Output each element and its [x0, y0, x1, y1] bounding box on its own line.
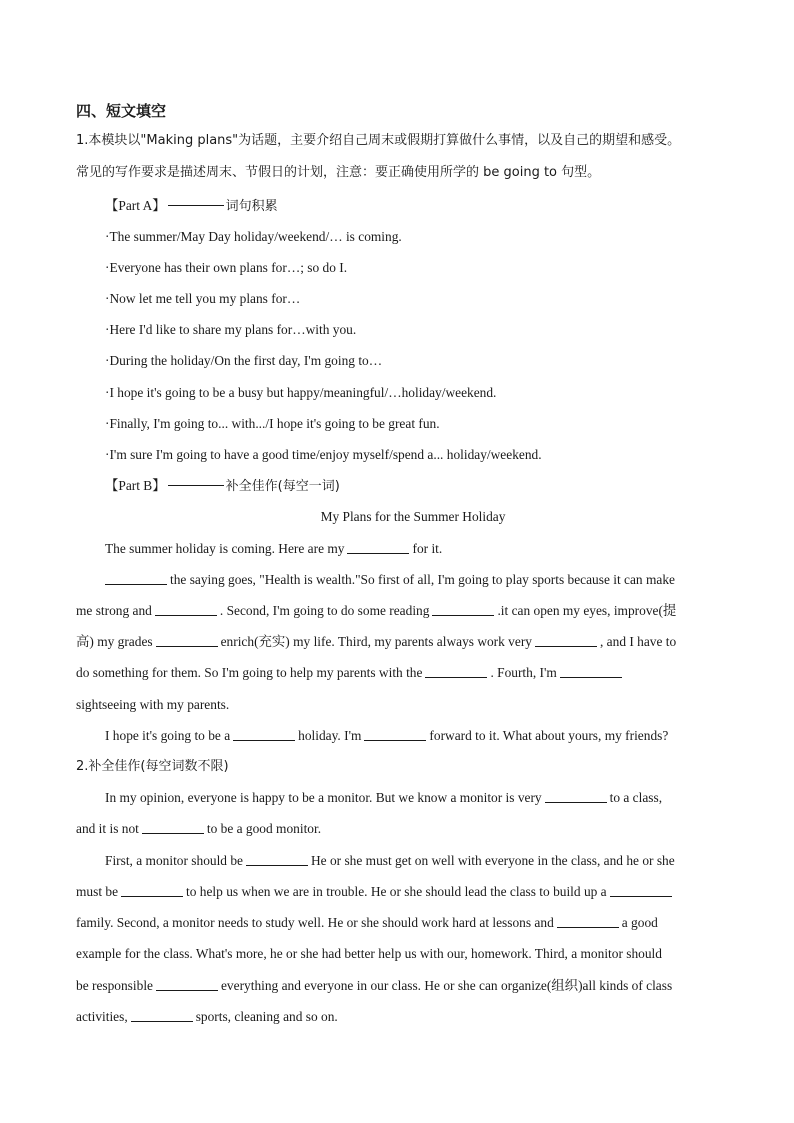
- essay-p2-line4: [76, 663, 625, 683]
- q2-line4: [76, 882, 675, 902]
- text-segment: forward to it. What about yours, my friends?: [429, 728, 669, 743]
- part-a-dash: [168, 205, 224, 206]
- fill-blank[interactable]: [560, 665, 622, 678]
- text-segment: do something for them. So I'm going to help my parents with the: [76, 665, 423, 680]
- phrase-item: ·I hope it's going to be a busy but happy/meaningful/…holiday/weekend.: [105, 385, 497, 400]
- text-segment: . Second, I'm going to do some reading: [219, 603, 430, 618]
- fill-blank[interactable]: [131, 1009, 193, 1022]
- phrase-item: ·The summer/May Day holiday/weekend/… is coming.: [105, 229, 402, 244]
- fill-blank[interactable]: [155, 603, 217, 616]
- essay-p2-line1: [105, 570, 675, 590]
- text-segment: In my opinion, everyone is happy to be a monitor. But we know a monitor is very: [105, 790, 542, 805]
- phrase-item: ·During the holiday/On the first day, I'm going to…: [105, 353, 383, 368]
- essay-p2-line3: [76, 632, 676, 652]
- section-heading: 四、短文填空: [76, 102, 167, 120]
- essay-p3: [105, 726, 668, 746]
- fill-blank[interactable]: [364, 728, 426, 741]
- q1-intro-line2: 常见的写作要求是描述周末、节假日的计划，注意：要正确使用所学的 be going to 句型。: [76, 165, 601, 180]
- essay-p2-line5: sightseeing with my parents.: [76, 697, 230, 712]
- fill-blank[interactable]: [246, 853, 308, 866]
- phrase-item: ·Here I'd like to share my plans for…with you.: [105, 322, 357, 337]
- text-segment: sports, cleaning and so on.: [195, 1009, 338, 1024]
- text-segment: be responsible: [76, 978, 153, 993]
- text-segment: I hope it's going to be a: [105, 728, 231, 743]
- text-segment: to be a good monitor.: [206, 821, 322, 836]
- fill-blank[interactable]: [535, 634, 597, 647]
- text-segment: activities,: [76, 1009, 128, 1024]
- phrase-item: ·Now let me tell you my plans for…: [105, 291, 301, 306]
- fill-blank[interactable]: [425, 665, 487, 678]
- q2-heading: 2.补全佳作(每空词数不限): [76, 759, 229, 774]
- q2-line1: [105, 788, 662, 808]
- part-b-header: [105, 476, 340, 497]
- text-segment: everything and everyone in our class. He or she can organize(组织)all kinds of class: [220, 978, 673, 993]
- phrase-item: ·I'm sure I'm going to have a good time/enjoy myself/spend a... holiday/weekend.: [105, 447, 542, 462]
- phrase-item: ·Everyone has their own plans for…; so do I.: [105, 260, 348, 275]
- part-b-label: 【Part B】: [105, 478, 166, 493]
- essay-title: My Plans for the Summer Holiday: [320, 509, 506, 524]
- essay-p2-line2: [76, 601, 676, 621]
- part-a-title: 词句积累: [225, 199, 278, 214]
- part-b-dash: [168, 485, 224, 486]
- q2-line8: [76, 1007, 338, 1027]
- text-segment: First, a monitor should be: [105, 853, 243, 868]
- text-segment: He or she must get on well with everyone in the class, and he or she: [311, 853, 675, 868]
- text-segment: me strong and: [76, 603, 152, 618]
- text-segment: to help us when we are in trouble. He or she should lead the class to build up a: [186, 884, 607, 899]
- fill-blank[interactable]: [156, 634, 218, 647]
- fill-blank[interactable]: [545, 790, 607, 803]
- fill-blank[interactable]: [610, 884, 672, 897]
- text-segment: enrich(充实) my life. Third, my parents always work very: [220, 634, 532, 649]
- part-a-label: 【Part A】: [105, 198, 166, 213]
- text-segment: .it can open my eyes, improve(提: [497, 603, 677, 618]
- q2-line5: [76, 913, 658, 933]
- text-segment: 高) my grades: [76, 634, 153, 649]
- part-b-title: 补全佳作(每空一词): [225, 479, 340, 494]
- part-a-header: [105, 196, 278, 217]
- text-segment: The summer holiday is coming. Here are my: [105, 541, 345, 556]
- text-segment: to a class,: [609, 790, 663, 805]
- fill-blank[interactable]: [121, 884, 183, 897]
- fill-blank[interactable]: [347, 541, 409, 554]
- text-segment: a good: [621, 915, 658, 930]
- fill-blank[interactable]: [142, 821, 204, 834]
- q2-line3: [105, 851, 675, 871]
- essay-p1: [105, 539, 442, 559]
- fill-blank[interactable]: [156, 978, 218, 991]
- text-segment: . Fourth, I'm: [490, 665, 557, 680]
- text-segment: family. Second, a monitor needs to study well. He or she should work hard at lessons and: [76, 915, 554, 930]
- q1-intro-line1: 1.本模块以"Making plans"为话题，主要介绍自己周末或假期打算做什么事情，以及自己的期望和感受。: [76, 133, 681, 148]
- text-segment: and it is not: [76, 821, 139, 836]
- q2-line6: example for the class. What's more, he or she had better help us with our, homework. Third, a monitor should: [76, 946, 662, 961]
- fill-blank[interactable]: [432, 603, 494, 616]
- text-segment: , and I have to: [599, 634, 677, 649]
- phrase-item: ·Finally, I'm going to... with.../I hope it's going to be great fun.: [105, 416, 440, 431]
- text-segment: must be: [76, 884, 119, 899]
- fill-blank[interactable]: [233, 728, 295, 741]
- q2-line2: [76, 819, 321, 839]
- text-segment: holiday. I'm: [298, 728, 362, 743]
- text-segment: for it.: [412, 541, 443, 556]
- fill-blank[interactable]: [557, 915, 619, 928]
- fill-blank[interactable]: [105, 572, 167, 585]
- q2-line7: [76, 976, 672, 996]
- text-segment: the saying goes, "Health is wealth."So first of all, I'm going to play sports because it can make: [170, 572, 675, 587]
